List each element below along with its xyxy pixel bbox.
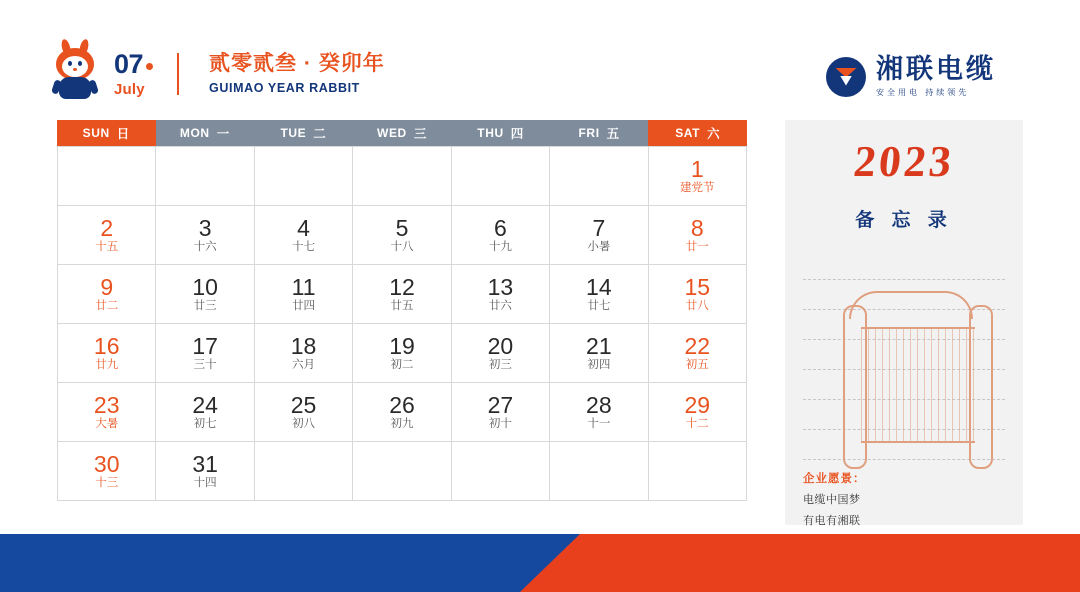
weekday-cn: 一 — [216, 127, 230, 141]
calendar-cell-empty — [255, 442, 353, 501]
calendar-day-cell[interactable] — [58, 383, 156, 442]
calendar-day-cell[interactable] — [255, 324, 353, 383]
calendar-cell-empty — [58, 147, 156, 206]
calendar-day-cell[interactable] — [550, 206, 648, 265]
calendar-day-cell[interactable] — [452, 265, 550, 324]
day-number: 7 — [592, 214, 606, 241]
calendar-day-cell[interactable] — [550, 265, 648, 324]
vision-line-1: 电缆中国梦 — [803, 494, 861, 506]
weekday-header-tue — [254, 120, 353, 146]
day-lunar-label: 十四 — [193, 476, 217, 489]
calendar-day-cell[interactable] — [353, 265, 451, 324]
calendar-day-cell[interactable] — [452, 383, 550, 442]
day-lunar-label: 十一 — [587, 417, 611, 430]
calendar-day-cell[interactable] — [649, 206, 747, 265]
company-vision — [803, 470, 866, 528]
year-block — [209, 53, 385, 95]
calendar-cell-empty — [353, 147, 451, 206]
day-lunar-label: 初四 — [587, 358, 611, 371]
day-lunar-label: 十八 — [390, 240, 414, 253]
calendar-day-cell[interactable] — [649, 265, 747, 324]
day-number: 5 — [395, 214, 409, 241]
xianglian-cable-logo-icon — [826, 57, 866, 97]
calendar-cell-empty — [649, 442, 747, 501]
brand-name: 湘联电缆 — [876, 54, 996, 84]
day-number: 16 — [93, 332, 120, 359]
english-year-label: GUIMAO YEAR RABBIT — [209, 81, 360, 96]
day-lunar-label: 六月 — [292, 358, 316, 371]
rabbit-mascot-icon — [52, 48, 98, 100]
day-number: 19 — [389, 332, 415, 359]
weekday-cn: 四 — [510, 127, 524, 141]
month-number — [114, 51, 153, 78]
day-lunar-label: 初二 — [390, 358, 414, 371]
day-number: 23 — [93, 391, 120, 418]
weekday-en: MON — [179, 126, 210, 140]
weekday-header-sun — [57, 120, 156, 146]
calendar-cell-empty — [550, 147, 648, 206]
month-block — [114, 51, 153, 97]
calendar-day-cell[interactable] — [58, 206, 156, 265]
day-number: 14 — [586, 273, 612, 300]
calendar-day-cell[interactable] — [255, 265, 353, 324]
day-lunar-label: 十九 — [488, 240, 512, 253]
calendar-cell-empty — [353, 442, 451, 501]
calendar-day-cell[interactable] — [156, 324, 254, 383]
day-number: 13 — [487, 273, 514, 300]
day-number: 4 — [297, 214, 310, 241]
calendar-day-cell[interactable] — [353, 383, 451, 442]
day-lunar-label: 廿三 — [193, 299, 217, 312]
day-lunar-label: 初七 — [193, 417, 217, 430]
memo-title: 备 忘 录 — [855, 210, 953, 231]
vision-line-2: 有电有湘联 — [803, 515, 861, 527]
weekday-cn: 三 — [413, 127, 427, 141]
memo-line[interactable] — [803, 250, 1005, 280]
calendar-cell-empty — [452, 442, 550, 501]
weekday-en: TUE — [280, 126, 307, 140]
day-number: 18 — [290, 332, 317, 359]
calendar-day-cell[interactable] — [550, 324, 648, 383]
calendar-day-cell[interactable] — [649, 324, 747, 383]
day-number: 17 — [192, 332, 218, 359]
calendar-day-cell[interactable] — [649, 147, 747, 206]
brand-logo — [826, 56, 996, 97]
footer-banner — [0, 534, 1080, 592]
month-english: July — [114, 81, 145, 98]
day-number: 21 — [586, 332, 612, 359]
weekday-en: SAT — [675, 126, 701, 140]
weekday-en: FRI — [578, 126, 600, 140]
weekday-en: SUN — [82, 126, 110, 140]
day-lunar-label: 廿二 — [95, 299, 119, 312]
calendar-day-cell[interactable] — [353, 324, 451, 383]
weekday-cn: 六 — [707, 127, 721, 141]
day-lunar-label: 建党节 — [680, 181, 715, 194]
calendar-day-cell[interactable] — [649, 383, 747, 442]
calendar-day-cell[interactable] — [156, 442, 254, 501]
day-number: 3 — [198, 214, 212, 241]
calendar-day-cell[interactable] — [156, 206, 254, 265]
day-lunar-label: 廿七 — [587, 299, 611, 312]
day-lunar-label: 廿九 — [95, 358, 119, 371]
memo-panel — [785, 120, 1023, 525]
day-lunar-label: 三十 — [193, 358, 217, 371]
day-lunar-label: 廿四 — [292, 299, 316, 312]
calendar-day-cell[interactable] — [452, 324, 550, 383]
calendar-header — [52, 48, 385, 100]
calendar-cell-empty — [156, 147, 254, 206]
footer-red-band — [520, 534, 1080, 592]
weekday-cn: 二 — [313, 127, 327, 141]
day-number: 27 — [487, 391, 514, 418]
calendar-day-cell[interactable] — [452, 206, 550, 265]
day-number: 20 — [487, 332, 514, 359]
day-lunar-label: 初三 — [488, 358, 512, 371]
day-number: 11 — [291, 273, 316, 300]
day-number: 31 — [192, 450, 218, 477]
calendar-day-cell[interactable] — [58, 324, 156, 383]
day-lunar-label: 廿五 — [390, 299, 414, 312]
calendar-day-cell[interactable] — [550, 383, 648, 442]
calendar-day-cell[interactable] — [58, 265, 156, 324]
day-number: 25 — [290, 391, 317, 418]
weekday-header-mon — [156, 120, 255, 146]
weekday-en: THU — [477, 126, 504, 140]
day-lunar-label: 十七 — [292, 240, 316, 253]
calendar-grid — [57, 146, 747, 501]
day-number: 8 — [690, 214, 704, 241]
day-number: 30 — [93, 450, 120, 477]
header-divider — [177, 53, 179, 95]
month-dot-icon — [146, 63, 153, 70]
day-number: 9 — [100, 273, 114, 300]
calendar-cell-empty — [452, 147, 550, 206]
day-number: 10 — [192, 273, 218, 300]
calendar-day-cell[interactable] — [156, 265, 254, 324]
day-lunar-label: 十六 — [193, 240, 217, 253]
calendar-day-cell[interactable] — [58, 442, 156, 501]
calendar-cell-empty — [255, 147, 353, 206]
day-lunar-label: 初十 — [488, 417, 512, 430]
day-lunar-label: 小暑 — [587, 240, 611, 253]
chinese-year-label: 贰零贰叁 · 癸卯年 — [209, 52, 385, 76]
vision-title: 企业愿景： — [803, 473, 866, 485]
day-lunar-label: 廿八 — [685, 299, 709, 312]
cable-spool-icon — [843, 305, 993, 465]
weekday-cn: 日 — [116, 127, 130, 141]
day-number: 22 — [684, 332, 711, 359]
day-number: 1 — [690, 155, 704, 182]
day-lunar-label: 十五 — [95, 240, 119, 253]
brand-text — [876, 56, 996, 97]
day-lunar-label: 十二 — [685, 417, 709, 430]
day-lunar-label: 初五 — [685, 358, 709, 371]
weekday-header-wed — [353, 120, 452, 146]
calendar-cell-empty — [550, 442, 648, 501]
day-lunar-label: 廿六 — [488, 299, 512, 312]
day-lunar-label: 初八 — [292, 417, 316, 430]
weekday-header-sat — [648, 120, 747, 146]
brand-slogan: 安全用电 持续领先 — [876, 88, 970, 97]
month-number-text: 07 — [114, 49, 144, 79]
calendar-day-cell[interactable] — [255, 383, 353, 442]
weekday-header-thu — [451, 120, 550, 146]
weekday-cn: 五 — [606, 127, 620, 141]
day-number: 6 — [494, 214, 507, 241]
calendar-day-cell[interactable] — [156, 383, 254, 442]
day-number: 12 — [389, 273, 415, 300]
day-number: 24 — [192, 391, 218, 418]
calendar-day-cell[interactable] — [255, 206, 353, 265]
day-lunar-label: 大暑 — [95, 417, 119, 430]
day-number: 15 — [684, 273, 711, 300]
weekday-header-row — [57, 120, 747, 146]
calendar-day-cell[interactable] — [353, 206, 451, 265]
day-lunar-label: 十三 — [95, 476, 119, 489]
day-number: 26 — [389, 391, 415, 418]
weekday-header-fri — [550, 120, 649, 146]
day-lunar-label: 廿一 — [685, 240, 709, 253]
day-lunar-label: 初九 — [390, 417, 414, 430]
memo-year-art: 2023 — [851, 137, 957, 186]
weekday-en: WED — [377, 126, 407, 140]
day-number: 2 — [100, 214, 114, 241]
calendar-table — [57, 120, 747, 501]
day-number: 29 — [684, 391, 711, 418]
day-number: 28 — [586, 391, 612, 418]
